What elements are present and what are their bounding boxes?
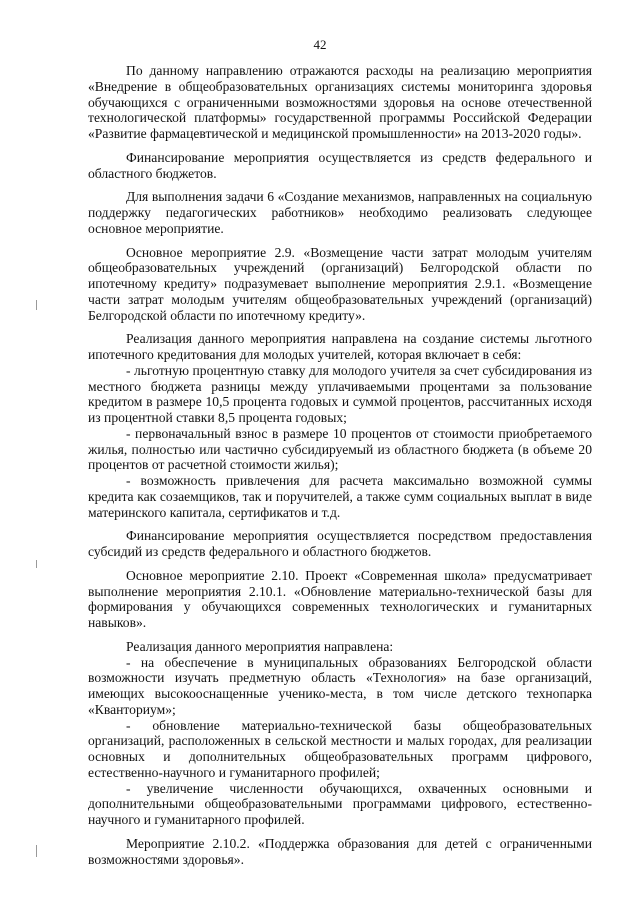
paragraph: Основное мероприятие 2.10. Проект «Современная школа» предусматривает выполнение мероприятия 2.10.1. «Обновление материально-технической базы для формирования у обучающихся современных технологических и гуманитарных навыков». [88,567,592,630]
paragraph: Финансирование мероприятия осуществляется посредством предоставления субсидий из средств федерального и областного бюджетов. [88,528,592,559]
paragraph: Реализация данного мероприятия направлена: [126,638,394,654]
paragraph: Финансирование мероприятия осуществляется из средств федерального и областного бюджетов. [88,149,592,181]
margin-mark [36,845,37,857]
paragraph: Реализация данного мероприятия направлена на создание системы льготного ипотечного кредитования для молодых учителей, которая включает в себя: [88,331,592,362]
paragraph: Основное мероприятие 2.9. «Возмещение части затрат молодым учителям общеобразовательных учреждений (организаций) Белгородской области по ипотечному кредиту» подразумевает выполнение мероприятия 2.9.1. «Возмещение части затрат молодым учителям общеобразовательных учреждений (организаций) Белгородской области по ипотечному кредиту». [88,244,592,323]
list-item: - первоначальный взнос в размере 10 процентов от стоимости приобретаемого жилья, полностью или частично субсидируемый из областного бюджета (в объеме 20 процентов от расчетной стоимости жилья); [88,425,592,473]
margin-mark [36,300,37,310]
page-number: 42 [313,37,327,52]
paragraph: Для выполнения задачи 6 «Создание механизмов, направленных на социальную поддержку педагогических работников» необходимо реализовать следующее основное мероприятие. [88,189,592,236]
document-body [88,63,592,875]
list-item: - на обеспечение в муниципальных образованиях Белгородской области возможности изучать предметную область «Технология» на базе организаций, имеющих высокооснащенные ученико-места, в том числе детского технопарка «Кванториум»; [88,654,592,717]
list-item: - льготную процентную ставку для молодого учителя за счет субсидирования из местного бюджета разницы между уплачиваемыми процентами за пользование кредитом в размере 10,5 процента годовых и суммой процентов, рассчитанных исходя из процентной ставки 8,5 процента годовых; [88,362,592,425]
paragraph: Мероприятие 2.10.2. «Поддержка образования для детей с ограниченными возможностями здоровья». [88,835,592,867]
list-item: - увеличение численности обучающихся, охваченных основными и дополнительными общеобразовательными программами цифрового, естественно-научного и гуманитарного профилей. [88,780,592,827]
list-item: - возможность привлечения для расчета максимально возможной суммы кредита как созаемщиков, так и поручителей, а также сумм социальных выплат в виде материнского капитала, сертификатов и т.д. [88,473,592,520]
paragraph: По данному направлению отражаются расходы на реализацию мероприятия «Внедрение в общеобразовательных организациях системы мониторинга здоровья обучающихся с ограниченными возможностями здоровья на основе отечественной технологической платформы» государственной программы Российской Федерации «Развитие фармацевтической и медицинской промышленности» на 2013-2020 годы». [88,63,592,141]
list-item: - обновление материально-технической базы общеобразовательных организаций, расположенных в сельской местности и малых городах, для реализации основных и дополнительных общеобразовательных программ цифрового, естественно-научного и гуманитарного профилей; [88,717,592,780]
margin-mark [36,560,37,568]
